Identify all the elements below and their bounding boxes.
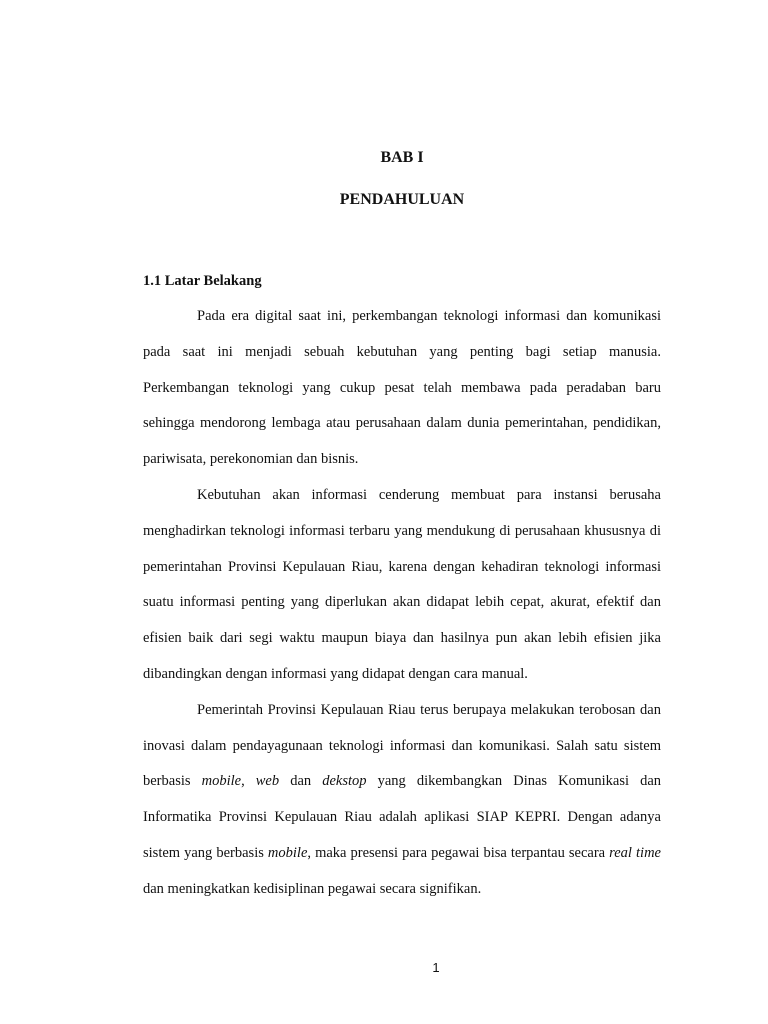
chapter-title: PENDAHULUAN — [339, 191, 465, 208]
section-heading: 1.1 Latar Belakang — [143, 273, 262, 289]
chapter-label: BAB I — [380, 149, 424, 166]
term-real-time: real time — [609, 844, 661, 861]
paragraph-3-text-2: , — [241, 773, 256, 790]
paragraph-3-text-4: yang dikembangkan Dinas Komunikasi dan Informatika Provinsi Kepulauan Riau adalah aplikasi SIAP KEPRI. Dengan adanya sistem yang berbasis — [143, 773, 662, 861]
paragraph-2: Kebutuhan akan informasi cenderung membuat para instansi berusaha menghadirkan teknologi informasi terbaru yang mendukung di perusahaan khususnya di pemerintahan Provinsi Kepulauan Riau, karena dengan kehadiran teknologi informasi suatu informasi penting yang diperlukan akan didapat lebih cepat, akurat, efektif dan efisien baik dari segi waktu maupun biaya dan hasilnya pun akan lebih efisien jika dibandingkan dengan informasi yang didapat dengan cara manual. — [143, 486, 661, 682]
term-mobile-2: mobile — [267, 844, 308, 861]
term-dekstop: dekstop — [322, 773, 367, 790]
term-mobile: mobile — [201, 773, 242, 790]
paragraph-1: Pada era digital saat ini, perkembangan teknologi informasi dan komunikasi pada saat ini menjadi sebuah kebutuhan yang penting bagi setiap manusia. Perkembangan teknologi yang cukup pesat telah membawa pada peradaban baru sehingga mendorong lembaga atau perusahaan dalam dunia pemerintahan, pendidikan, pariwisata, perekonomian dan bisnis. — [143, 308, 661, 468]
paragraph-3-text-5: , maka presensi para pegawai bisa terpantau secara — [307, 844, 610, 861]
page-number: 1 — [432, 960, 440, 975]
paragraph-3-text-1: Pemerintah Provinsi Kepulauan Riau terus berupaya melakukan terobosan dan inovasi dalam pendayagunaan teknologi informasi dan komunikasi. Salah satu sistem berbasis — [143, 701, 661, 790]
term-web: web — [255, 773, 280, 790]
paragraph-3-text-6: dan meningkatkan kedisiplinan pegawai secara signifikan. — [143, 880, 482, 897]
body-text — [143, 299, 661, 908]
paragraph-3 — [143, 693, 661, 908]
paragraph-3-text-3: dan — [279, 773, 323, 790]
